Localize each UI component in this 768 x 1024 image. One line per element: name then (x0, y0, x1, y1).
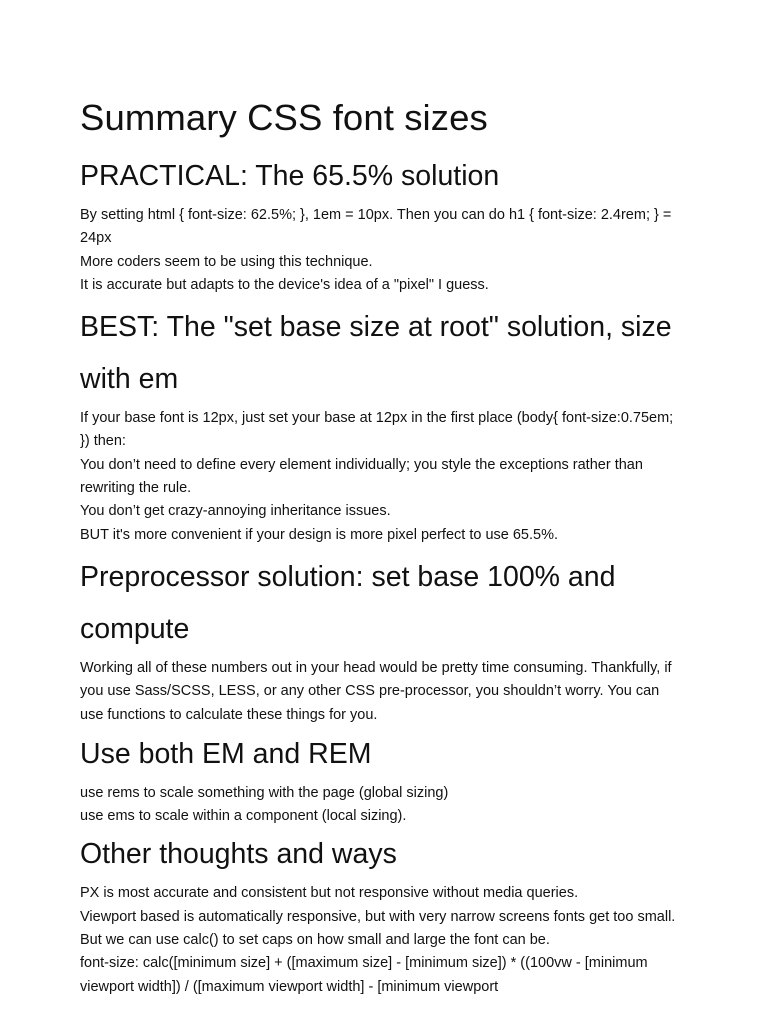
section-heading-other: Other thoughts and ways (80, 838, 397, 871)
paragraph: Working all of these numbers out in your head would be pretty time consuming. Thankfully, if you use Sass/SCSS, LESS, or any other CSS pre-processor, you shouldn’t worry. You can use functions to calculate these things for you. (80, 659, 672, 723)
section-body-em-rem (80, 782, 680, 829)
paragraph: You don’t get crazy-annoying inheritance issues. (80, 503, 391, 520)
paragraph: More coders seem to be using this technique. (80, 253, 373, 270)
document-content (80, 92, 680, 999)
section-body-practical (80, 204, 680, 297)
paragraph: Viewport based is automatically responsive, but with very narrow screens fonts get too small. But we can use calc() to set caps on how small and large the font can be. (80, 908, 676, 949)
section-heading-preprocessor: Preprocessor solution: set base 100% and compute (80, 560, 616, 645)
paragraph: By setting html { font-size: 62.5%; }, 1em = 10px. Then you can do h1 { font-size: 2.4rem; } = 24px (80, 207, 672, 247)
paragraph: use ems to scale within a component (local sizing). (80, 808, 407, 825)
section-heading-best: BEST: The "set base size at root" solution, size with em (80, 311, 672, 396)
section-body-preprocessor (80, 657, 680, 727)
section-heading-em-rem: Use both EM and REM (80, 737, 372, 770)
page-title: Summary CSS font sizes (80, 97, 488, 138)
paragraph: BUT it's more convenient if your design is more pixel perfect to use 65.5%. (80, 526, 559, 543)
paragraph: If your base font is 12px, just set your base at 12px in the first place (body{ font-size:0.75em; }) then: (80, 410, 674, 450)
paragraph: You don’t need to define every element individually; you style the exceptions rather than rewriting the rule. (80, 456, 643, 497)
paragraph: font-size: calc([minimum size] + ([maximum size] - [minimum size]) * ((100vw - [minimum viewport width]) / ([maximum viewport width] - [minimum viewport (80, 955, 648, 995)
section-heading-practical: PRACTICAL: The 65.5% solution (80, 160, 500, 192)
paragraph: PX is most accurate and consistent but not responsive without media queries. (80, 885, 579, 902)
paragraph: It is accurate but adapts to the device's idea of a "pixel" I guess. (80, 276, 489, 293)
paragraph: use rems to scale something with the page (global sizing) (80, 784, 449, 801)
section-body-other (80, 882, 680, 998)
section-body-best (80, 407, 680, 547)
